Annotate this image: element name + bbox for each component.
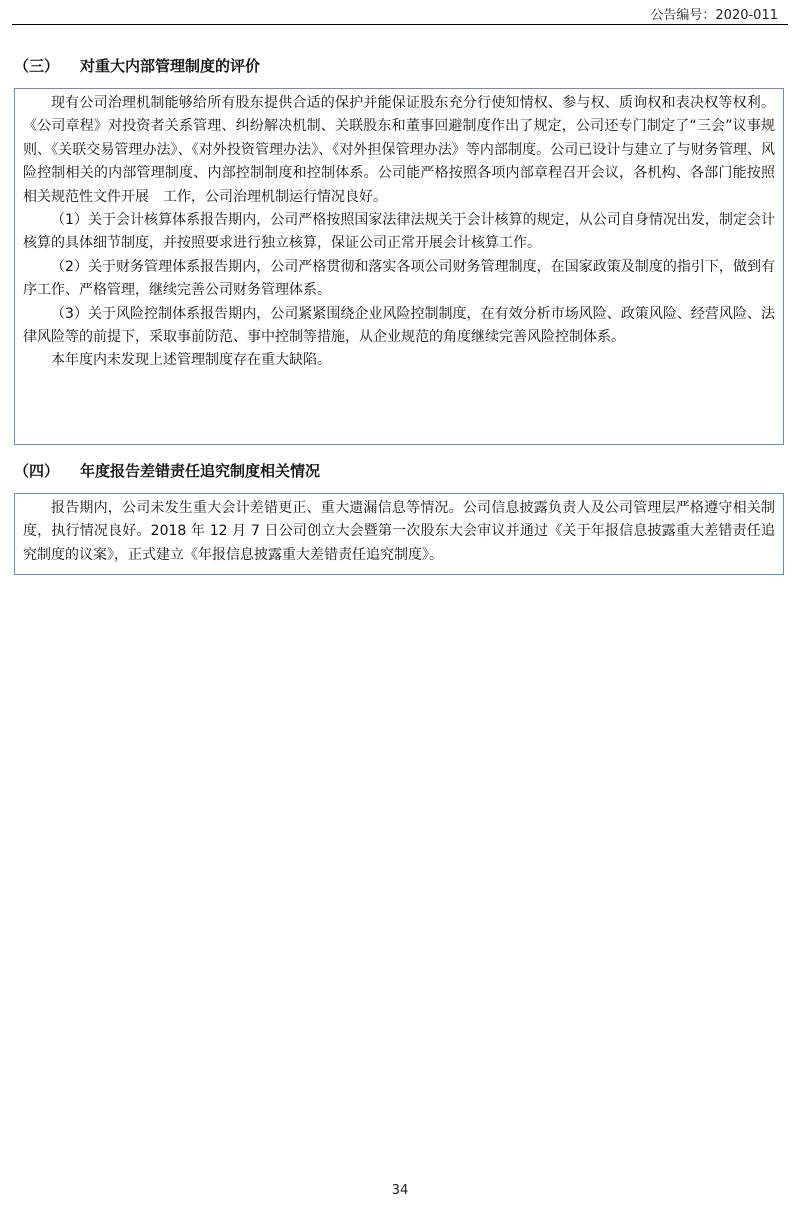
section-title: 年度报告差错责任追究制度相关情况 (80, 462, 321, 480)
section-number: （三） (14, 57, 60, 75)
page-header (12, 0, 788, 25)
paragraph: （3）关于风险控制体系报告期内，公司紧紧围绕企业风险控制制度，在有效分析市场风险、政策风险、经营风险、法律风险等的前提下，采取事前防范、事中控制等措施，从企业规范的角度继续完善风险控制体系。 (23, 305, 775, 346)
paragraph: （2）关于财务管理体系报告期内，公司严格贯彻和落实各项公司财务管理制度，在国家政策及制度的指引下，做到有序工作、严格管理，继续完善公司财务管理体系。 (23, 258, 775, 299)
section-number: （四） (14, 462, 60, 480)
section-heading-4 (14, 460, 320, 481)
announcement-number: 公告编号：2020-011 (650, 8, 778, 23)
section-3-content-box (14, 88, 784, 445)
page-number: 34 (391, 1183, 409, 1198)
paragraph: 报告期内，公司未发生重大会计差错更正、重大遗漏信息等情况。公司信息披露负责人及公司管理层严格遵守相关制度，执行情况良好。2018 年 12 月 7 日公司创立大会暨第一次股东大会审议并通过《关于年报信息披露重大差错责任追究制度的议案》，正式建立《年报信息披露重大差错责任追究制度》。 (23, 500, 775, 563)
section-title: 对重大内部管理制度的评价 (80, 57, 261, 75)
paragraph: 本年度内未发现上述管理制度存在重大缺陷。 (51, 352, 331, 369)
section-4-content-box (14, 493, 784, 575)
paragraph: （1）关于会计核算体系报告期内，公司严格按照国家法律法规关于会计核算的规定，从公司自身情况出发，制定会计核算的具体细节制度，并按照要求进行独立核算，保证公司正常开展会计核算工作。 (23, 212, 775, 252)
section-heading-3 (14, 55, 260, 76)
paragraph: 现有公司治理机制能够给所有股东提供合适的保护并能保证股东充分行使知情权、参与权、质询权和表决权等权利。《公司章程》对投资者关系管理、纠纷解决机制、关联股东和董事回避制度作出了规定，公司还专门制定了“三会”议事规则、《关联交易管理办法》、《对外投资管理办法》、《对外担保管理办法》等内部制度。公司已设计与建立了与财务管理、风险控制相关的内部管理制度、内部控制制度和控制体系。公司能严格按照各项内部章程召开会议，各机构、各部门能按照相关规范性文件开展 工作，公司治理机制运行情况良好。 (23, 95, 775, 205)
